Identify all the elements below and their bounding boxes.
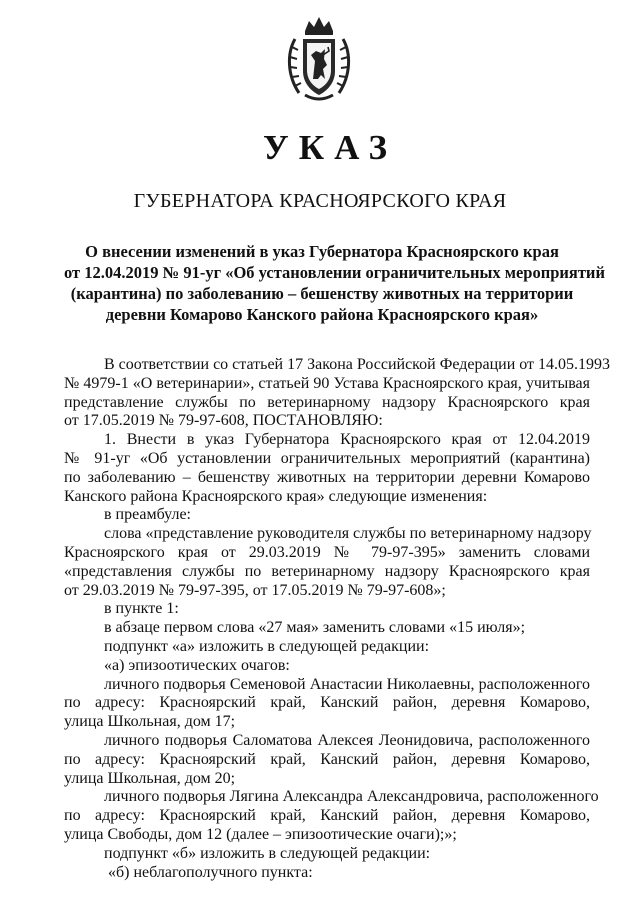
- heading-line: О внесении изменений в указ Губернатора Красноярского края: [85, 242, 559, 261]
- body-line: улица Школьная, дом 17;: [64, 713, 236, 731]
- body-line: по адресу: Красноярский край, Канский район, деревня Комарово,: [64, 694, 590, 712]
- body-line: личного подворья Семеновой Анастасии Николаевны, расположенного: [104, 675, 590, 693]
- body-line: «представления службы по ветеринарному надзору Красноярского края: [64, 562, 590, 580]
- body-line: «а) эпизоотических очагов:: [104, 656, 290, 674]
- heading-line: (карантина) по заболеванию – бешенству животных на территории: [70, 284, 574, 303]
- body-line: личного подворья Лягина Александра Александровича, расположенного: [104, 788, 599, 806]
- document-subtitle: ГУБЕРНАТОРА КРАСНОЯРСКОГО КРАЯ: [133, 190, 507, 212]
- body-line: по адресу: Красноярский край, Канский район, деревня Комарово,: [64, 750, 590, 768]
- coat-of-arms-emblem: [283, 13, 355, 103]
- body-line: улица Свободы, дом 12 (далее – эпизоотические очаги);»;: [64, 825, 457, 843]
- body-line: улица Школьная, дом 20;: [64, 769, 236, 787]
- body-line: Красноярского края от 29.03.2019 № 79-97-395» заменить словами: [64, 543, 590, 561]
- body-line: в преамбуле:: [104, 506, 191, 524]
- decree-body: [64, 356, 611, 882]
- body-line: В соответствии со статьей 17 Закона Российской Федерации от 14.05.1993: [104, 356, 611, 373]
- body-line: в абзаце первом слова «27 мая» заменить словами «15 июля»;: [104, 619, 526, 637]
- body-line: 1. Внести в указ Губернатора Красноярского края от 12.04.2019: [104, 431, 590, 449]
- body-line: № 4979-1 «О ветеринарии», статьей 90 Устава Красноярского края, учитывая: [64, 374, 590, 392]
- body-line: Канского района Красноярского края» следующие изменения:: [64, 487, 488, 505]
- body-line: личного подворья Саломатова Алексея Леонидовича, расположенного: [104, 731, 590, 749]
- body-line: по заболеванию – бешенству животных на территории деревни Комарово: [64, 468, 590, 486]
- heading-line: от 12.04.2019 № 91-уг «Об установлении ограничительных мероприятий: [64, 263, 605, 282]
- body-line: представление службы по ветеринарному надзору Красноярского края: [64, 393, 590, 411]
- body-line: «б) неблагополучного пункта:: [108, 863, 313, 881]
- body-line: от 17.05.2019 № 79-97-608, ПОСТАНОВЛЯЮ:: [64, 412, 383, 430]
- body-line: от 29.03.2019 № 79-97-395, от 17.05.2019 № 79-97-608»;: [64, 581, 446, 599]
- heading-line: деревни Комарово Канского района Красноярского края»: [105, 305, 539, 324]
- document-title: УКАЗ: [263, 128, 397, 167]
- decree-heading: [64, 241, 605, 325]
- body-line: по адресу: Красноярский край, Канский район, деревня Комарово,: [64, 807, 590, 825]
- body-line: в пункте 1:: [104, 600, 179, 618]
- body-line: № 91-уг «Об установлении ограничительных мероприятий (карантина): [64, 449, 590, 467]
- body-line: подпункт «б» изложить в следующей редакции:: [104, 844, 431, 862]
- body-line: подпункт «а» изложить в следующей редакции:: [104, 637, 430, 655]
- body-line: слова «представление руководителя службы по ветеринарному надзору: [104, 525, 592, 543]
